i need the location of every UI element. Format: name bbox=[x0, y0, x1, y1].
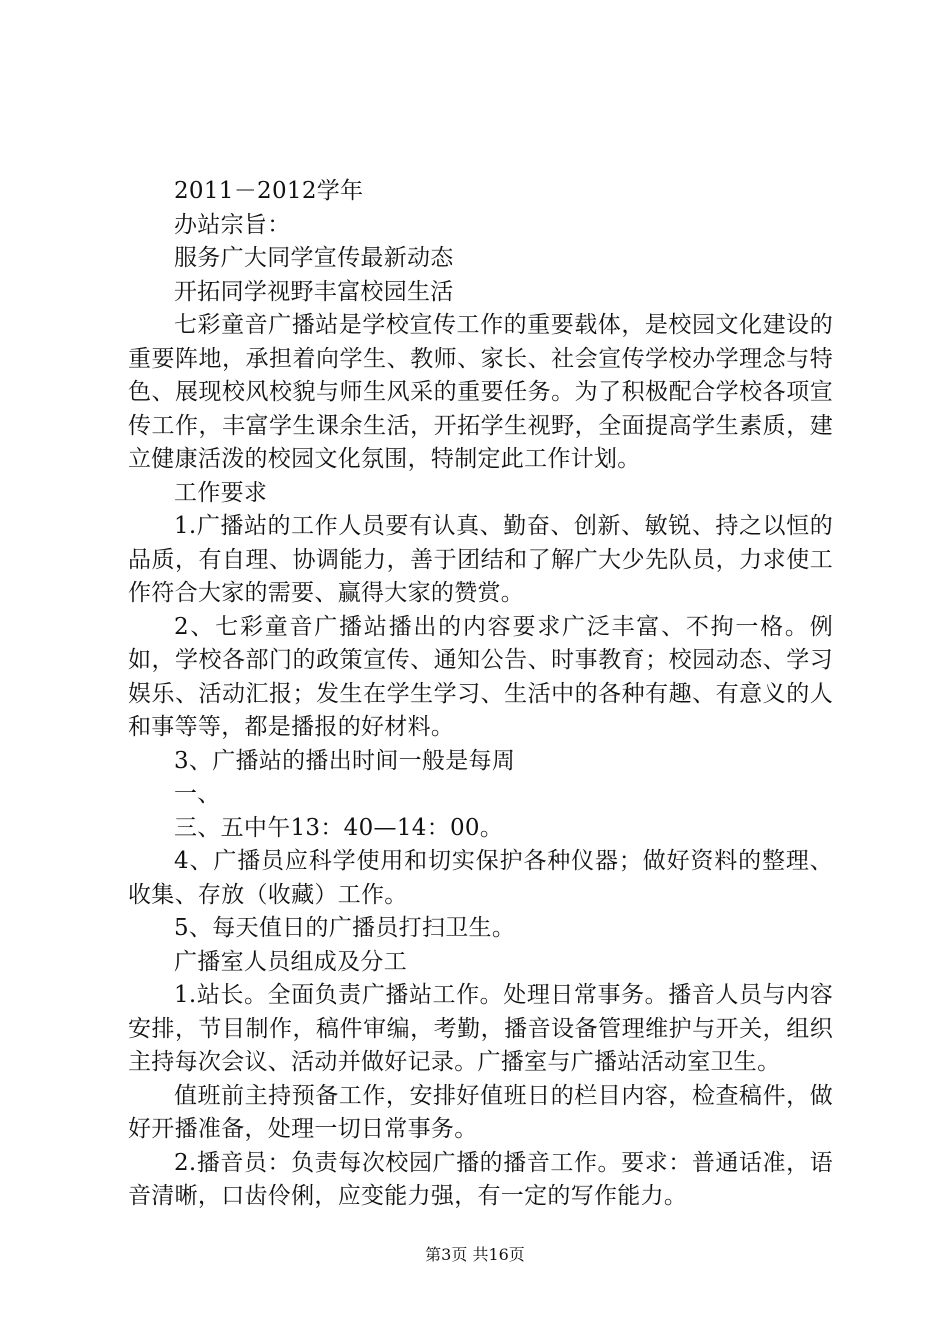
staff-announcer: 2.播音员：负责每次校园广播的播音工作。要求：普通话准，语音清晰，口齿伶俐，应变能力强，有一定的写作能力。 bbox=[128, 1149, 833, 1209]
document-body bbox=[128, 175, 833, 1214]
requirement-3-days-a: 一、 bbox=[174, 781, 221, 807]
staff-duty-prep: 值班前主持预备工作，安排好值班日的栏目内容，检查稿件，做好开播准备，处理一切日常事务。 bbox=[128, 1082, 833, 1142]
page-footer: 第3页 共16页 bbox=[425, 1245, 525, 1264]
school-year-line: 2011－2012学年 bbox=[174, 178, 364, 204]
staff-heading: 广播室人员组成及分工 bbox=[174, 948, 407, 975]
requirement-5: 5、每天值日的广播员打扫卫生。 bbox=[174, 915, 516, 941]
mission-heading: 办站宗旨： bbox=[174, 211, 291, 238]
staff-station-head: 1.站长。全面负责广播站工作。处理日常事务。播音人员与内容安排，节目制作，稿件审编，考勤，播音设备管理维护与开关，组织主持每次会议、活动并做好记录。广播室与广播站活动室卫生。 bbox=[128, 982, 833, 1075]
requirements-heading: 工作要求 bbox=[174, 479, 268, 506]
requirement-4: 4、广播员应科学使用和切实保护各种仪器；做好资料的整理、收集、存放（收藏）工作。 bbox=[128, 848, 833, 908]
requirement-1: 1.广播站的工作人员要有认真、勤奋、创新、敏锐、持之以恒的品质，有自理、协调能力，善于团结和了解广大少先队员，力求使工作符合大家的需要、赢得大家的赞赏。 bbox=[128, 513, 833, 606]
mission-line-1: 服务广大同学宣传最新动态 bbox=[174, 245, 454, 271]
requirement-3-days-b: 三、五中午13：40—14：00。 bbox=[174, 814, 504, 841]
requirement-3: 3、广播站的播出时间一般是每周 bbox=[174, 747, 516, 774]
requirement-2: 2、七彩童音广播站播出的内容要求广泛丰富、不拘一格。例如，学校各部门的政策宣传、通知公告、时事教育；校园动态、学习娱乐、活动汇报；发生在学生学习、生活中的各种有趣、有意义的人和事等等，都是播报的好材料。 bbox=[128, 613, 833, 740]
intro-paragraph: 七彩童音广播站是学校宣传工作的重要载体，是校园文化建设的重要阵地，承担着向学生、教师、家长、社会宣传学校办学理念与特色、展现校风校貌与师生风采的重要任务。为了积极配合学校各项宣传工作，丰富学生课余生活，开拓学生视野，全面提高学生素质，建立健康活泼的校园文化氛围，特制定此工作计划。 bbox=[128, 312, 833, 472]
mission-line-2: 开拓同学视野丰富校园生活 bbox=[174, 278, 454, 305]
